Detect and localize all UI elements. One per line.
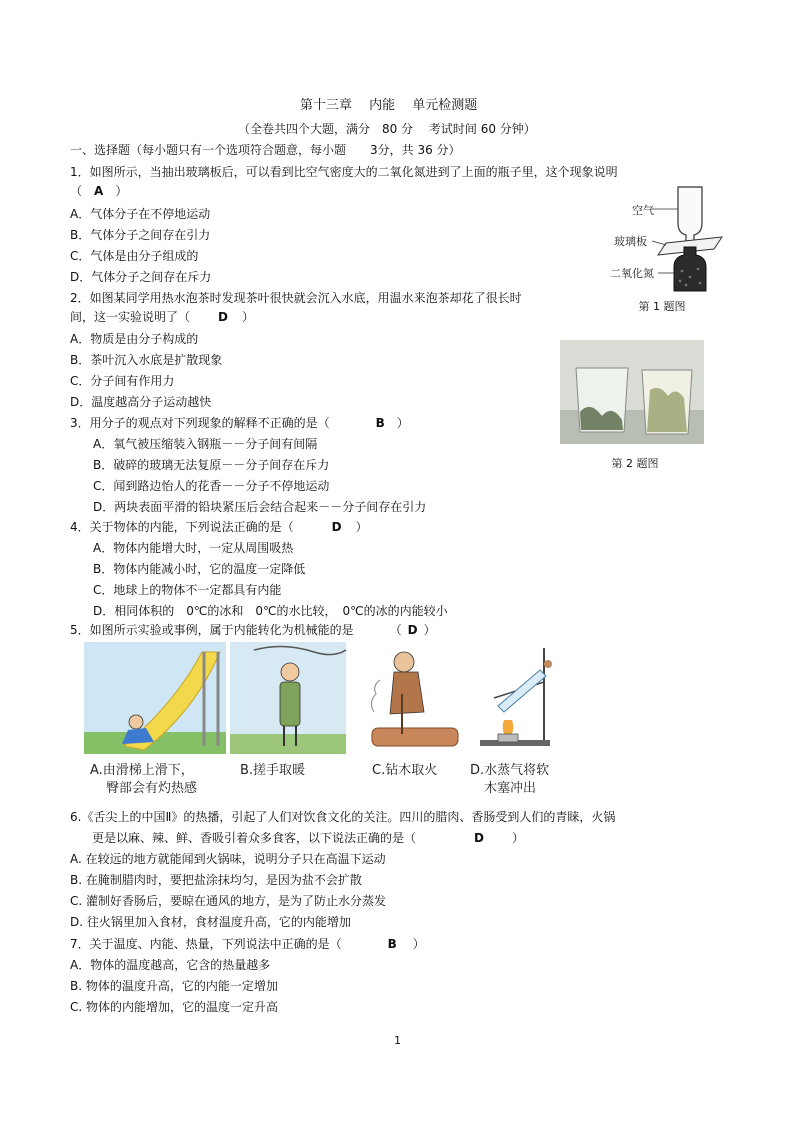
q5-picture-strip	[84, 642, 564, 802]
q1-figure-bottles	[610, 185, 730, 295]
q5-pic-slide	[84, 642, 226, 754]
q7-option: B. 物体的温度升高，它的内能一定增加	[70, 979, 278, 993]
q2-option: B．茶叶沉入水底是扩散现象	[70, 353, 223, 367]
q2-option: C．分子间有作用力	[70, 374, 175, 388]
q2-option: A．物质是由分子构成的	[70, 332, 199, 346]
q3-option: B．破碎的玻璃无法复原－－分子间存在斥力	[93, 458, 330, 472]
q7-option: A．物体的温度越高，它含的热量越多	[70, 958, 271, 972]
q4-option: A．物体内能增大时，一定从周围吸热	[93, 541, 294, 555]
fig2-caption: 第 2 题图	[611, 457, 659, 470]
q5-stem: 5．如图所示实验或事例，属于内能转化为机械能的是 （ D ）	[70, 623, 436, 637]
exam-info: （全卷共四个大题，满分 80 分 考试时间 60 分钟）	[238, 122, 536, 136]
q3-stem: 3．用分子的观点对下列现象的解释不正确的是（ B ）	[70, 416, 409, 430]
q5-pic-drill-fire	[350, 642, 462, 754]
q5-label-c: C.钻木取火	[372, 763, 438, 778]
page-number: 1	[394, 1034, 401, 1047]
q1-option: B．气体分子之间存在引力	[70, 228, 211, 242]
q5-answer: D	[407, 623, 418, 637]
q7-option: C. 物体的内能增加，它的温度一定升高	[70, 1000, 279, 1014]
page-title: 第十三章 内能 单元检测题	[300, 98, 478, 113]
q7-stem: 7．关于温度、内能、热量，下列说法中正确的是（ B ）	[70, 937, 425, 951]
q1-answer: A	[94, 184, 104, 198]
q6-option: B. 在腌制腊肉时，要把盐涂抹均匀，是因为盐不会扩散	[70, 873, 362, 887]
q1-option: C．气体是由分子组成的	[70, 249, 199, 263]
q5-label-a1: A.由滑梯上滑下，	[90, 763, 194, 778]
fig1-label-air: 空气	[632, 204, 654, 217]
q4-option: C．地球上的物体不一定都具有内能	[93, 583, 282, 597]
fig1-label-glass: 玻璃板	[614, 235, 647, 248]
q2-tea-photo	[560, 340, 704, 444]
q1-answer-line: （ A ）	[70, 184, 128, 198]
q5-label-d1: D.水蒸气将软	[470, 763, 550, 778]
q4-option: B．物体内能减小时，它的温度一定降低	[93, 562, 306, 576]
q1-stem: 1．如图所示，当抽出玻璃板后，可以看到比空气密度大的二氧化氮进到了上面的瓶子里，这个现象说明	[70, 165, 618, 179]
q4-stem: 4．关于物体的内能，下列说法正确的是（ D ）	[70, 520, 368, 534]
q2-option: D．温度越高分子运动越快	[70, 395, 212, 409]
q5-label-b: B.搓手取暖	[240, 763, 306, 778]
fig1-caption: 第 1 题图	[638, 300, 686, 313]
q6-option: C. 灌制好香肠后，要晾在通风的地方，是为了防止水分蒸发	[70, 894, 387, 908]
q5-label-d2: 木塞冲出	[484, 781, 537, 796]
q5-pic-rubbing-hands	[230, 642, 346, 754]
q3-option: A．氧气被压缩装入钢瓶－－分子间有间隔	[93, 437, 318, 451]
section-heading: 一、选择题（每小题只有一个选项符合题意，每小题 3分，共 36 分）	[70, 143, 461, 157]
q3-option: C．闻到路边怡人的花香－－分子不停地运动	[93, 479, 330, 493]
q5-pic-test-tube	[466, 642, 564, 754]
q6-stem-line2: 更是以麻、辣、鲜、香吸引着众多食客，以下说法正确的是（ D ）	[92, 831, 524, 845]
q4-answer: D	[331, 520, 342, 534]
q5-label-a2: 臀部会有灼热感	[106, 781, 198, 796]
q7-answer: B	[387, 937, 397, 951]
q6-answer: D	[474, 831, 484, 845]
q1-option: A．气体分子在不停地运动	[70, 207, 211, 221]
q3-answer: B	[375, 416, 385, 430]
q6-stem-line1: 6.《舌尖上的中国Ⅱ》的热播，引起了人们对饮食文化的关注。四川的腊肉、香肠受到人们的青睐，火锅	[70, 810, 616, 824]
fig1-label-no2: 二氧化氮	[610, 267, 654, 280]
q3-option: D．两块表面平滑的铅块紧压后会结合起来－－分子间存在引力	[93, 500, 427, 514]
q2-stem-line1: 2．如图某同学用热水泡茶时发现茶叶很快就会沉入水底，用温水来泡茶却花了很长时	[70, 291, 522, 305]
q4-option: D．相同体积的 0℃的冰和 0℃的水比较， 0℃的冰的内能较小	[93, 604, 448, 618]
q1-option: D．气体分子之间存在斥力	[70, 270, 212, 284]
q6-option: A. 在较远的地方就能闻到火锅味，说明分子只在高温下运动	[70, 852, 386, 866]
q2-answer: D	[218, 310, 228, 324]
q6-option: D. 往火锅里加入食材，食材温度升高，它的内能增加	[70, 915, 351, 929]
q2-stem-line2: 间，这一实验说明了（ D ）	[70, 310, 254, 324]
